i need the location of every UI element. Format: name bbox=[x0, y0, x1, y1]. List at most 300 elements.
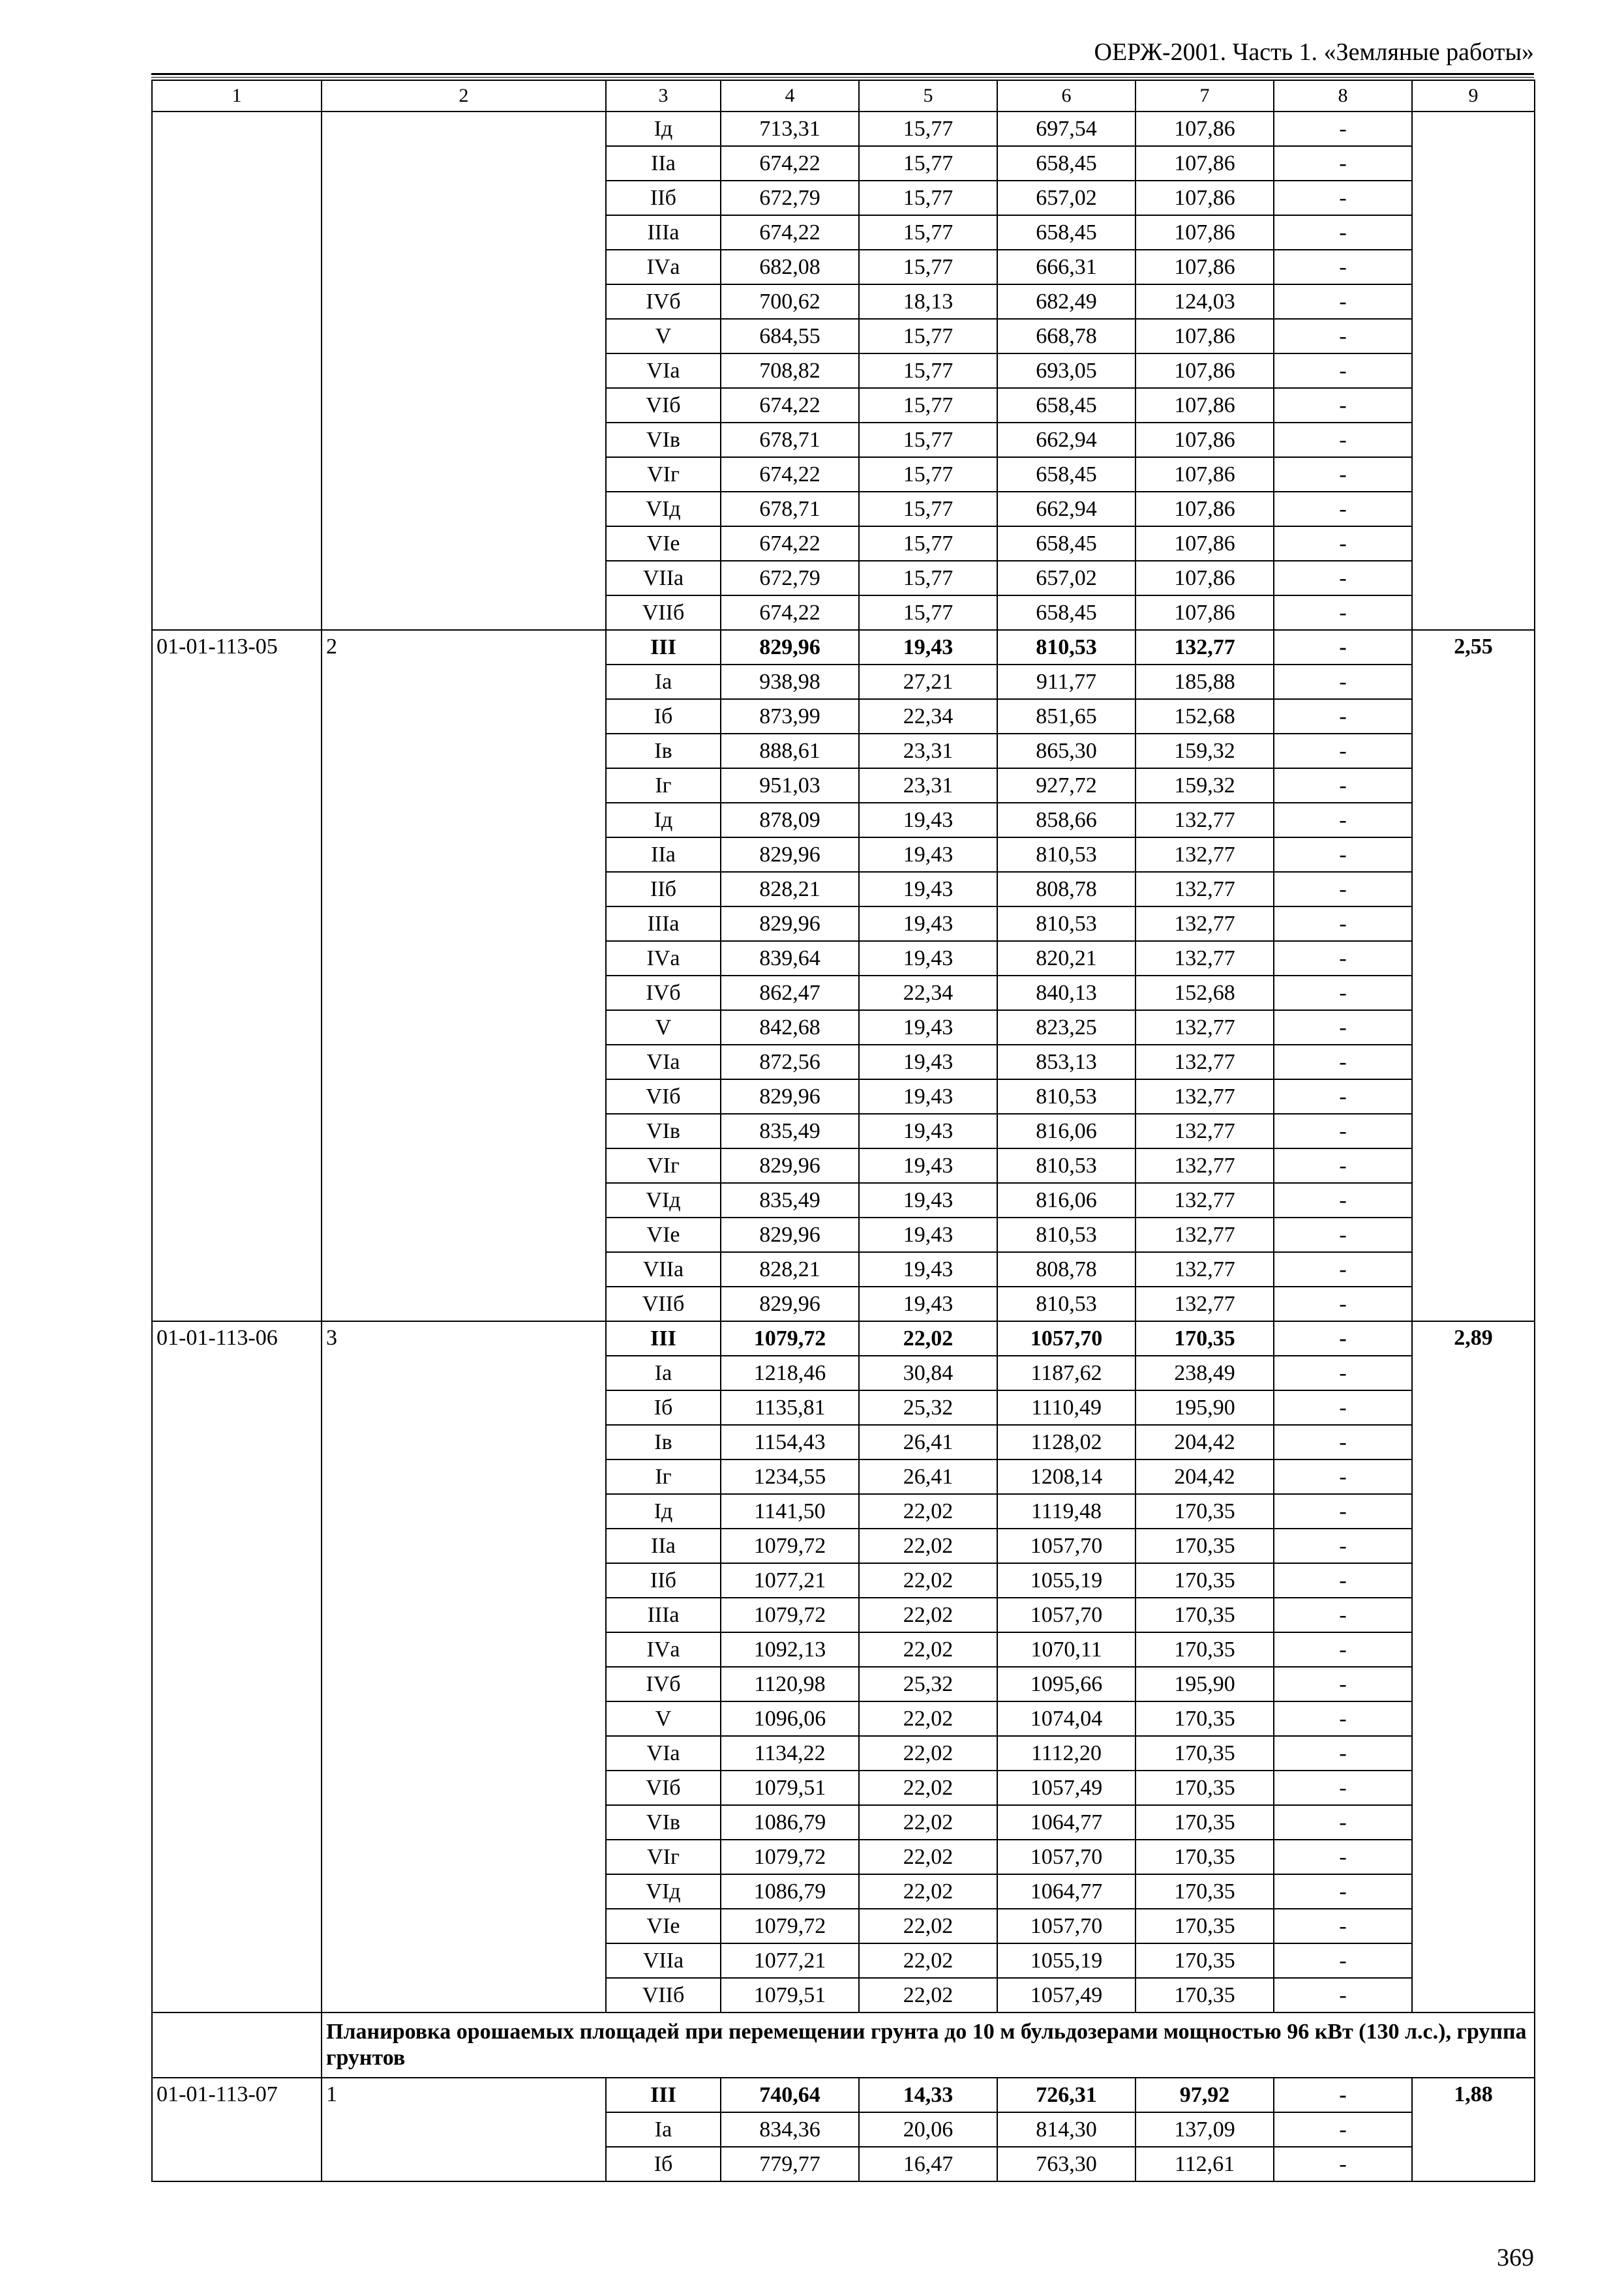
value-cell: 170,35 bbox=[1135, 1840, 1274, 1874]
value-cell: 658,45 bbox=[997, 457, 1135, 492]
soil-group-cell: Iа bbox=[606, 1356, 721, 1390]
column-number-row bbox=[152, 80, 1535, 112]
value-cell: 22,02 bbox=[859, 1874, 997, 1909]
soil-group-cell: VIб bbox=[606, 1079, 721, 1114]
section-blank-cell bbox=[152, 2012, 322, 2078]
value-cell: 662,94 bbox=[997, 423, 1135, 457]
value-cell: 816,06 bbox=[997, 1183, 1135, 1218]
value-cell: 674,22 bbox=[721, 215, 859, 250]
value-cell: 674,22 bbox=[721, 388, 859, 423]
value-cell: 170,35 bbox=[1135, 1736, 1274, 1771]
value-cell: 865,30 bbox=[997, 734, 1135, 768]
value-cell: 19,43 bbox=[859, 1183, 997, 1218]
page-number: 369 bbox=[1497, 2244, 1534, 2271]
value-cell: 810,53 bbox=[997, 1148, 1135, 1183]
value-cell: - bbox=[1274, 215, 1412, 250]
value-cell: - bbox=[1274, 1701, 1412, 1736]
coefficient-cell: 2,55 bbox=[1412, 630, 1535, 1321]
value-cell: 30,84 bbox=[859, 1356, 997, 1390]
running-header: ОЕРЖ-2001. Часть 1. «Земляные работы» bbox=[1094, 38, 1534, 66]
soil-group-cell: VIв bbox=[606, 1805, 721, 1840]
value-cell: 951,03 bbox=[721, 768, 859, 803]
column-number: 2 bbox=[322, 80, 606, 112]
value-cell: - bbox=[1274, 1805, 1412, 1840]
value-cell: - bbox=[1274, 1045, 1412, 1079]
value-cell: 238,49 bbox=[1135, 1356, 1274, 1390]
value-cell: 829,96 bbox=[721, 1218, 859, 1252]
value-cell: 810,53 bbox=[997, 1079, 1135, 1114]
value-cell: 107,86 bbox=[1135, 457, 1274, 492]
value-cell: 1077,21 bbox=[721, 1563, 859, 1598]
value-cell: 674,22 bbox=[721, 146, 859, 181]
value-cell: 15,77 bbox=[859, 146, 997, 181]
value-cell: 107,86 bbox=[1135, 561, 1274, 595]
value-cell: 107,86 bbox=[1135, 595, 1274, 630]
value-cell: 672,79 bbox=[721, 561, 859, 595]
value-cell: 170,35 bbox=[1135, 1563, 1274, 1598]
soil-group-cell: IIб bbox=[606, 872, 721, 906]
value-cell: 170,35 bbox=[1135, 1632, 1274, 1667]
value-cell: 107,86 bbox=[1135, 112, 1274, 146]
value-cell: 132,77 bbox=[1135, 1114, 1274, 1148]
soil-group-cell: VIд bbox=[606, 492, 721, 526]
value-cell: 132,77 bbox=[1135, 1010, 1274, 1045]
value-cell: 107,86 bbox=[1135, 181, 1274, 215]
value-cell: 823,25 bbox=[997, 1010, 1135, 1045]
soil-group-cell: IIа bbox=[606, 1529, 721, 1563]
value-cell: 1057,70 bbox=[997, 1529, 1135, 1563]
value-cell: 1064,77 bbox=[997, 1874, 1135, 1909]
value-cell: 19,43 bbox=[859, 1045, 997, 1079]
soil-group-cell: IIа bbox=[606, 146, 721, 181]
value-cell: - bbox=[1274, 2112, 1412, 2147]
value-cell: 814,30 bbox=[997, 2112, 1135, 2147]
value-cell: 829,96 bbox=[721, 906, 859, 941]
value-cell: 124,03 bbox=[1135, 284, 1274, 319]
value-cell: 829,96 bbox=[721, 1148, 859, 1183]
value-cell: 674,22 bbox=[721, 457, 859, 492]
value-cell: 15,77 bbox=[859, 388, 997, 423]
value-cell: 763,30 bbox=[997, 2147, 1135, 2181]
value-cell: 15,77 bbox=[859, 319, 997, 353]
value-cell: 1070,11 bbox=[997, 1632, 1135, 1667]
value-cell: 15,77 bbox=[859, 181, 997, 215]
value-cell: 15,77 bbox=[859, 457, 997, 492]
value-cell: 810,53 bbox=[997, 837, 1135, 872]
value-cell: - bbox=[1274, 1183, 1412, 1218]
soil-group-cell: Iг bbox=[606, 1459, 721, 1494]
value-cell: 1057,70 bbox=[997, 1909, 1135, 1943]
column-number: 5 bbox=[859, 80, 997, 112]
soil-group-cell: Iв bbox=[606, 734, 721, 768]
value-cell: 829,96 bbox=[721, 837, 859, 872]
section-title: Планировка орошаемых площадей при перемещении грунта до 10 м бульдозерами мощностью 96 кВт (130 л.с.), группа грунтов bbox=[322, 2012, 1535, 2078]
value-cell: - bbox=[1274, 457, 1412, 492]
value-cell: 657,02 bbox=[997, 561, 1135, 595]
value-cell: 19,43 bbox=[859, 1148, 997, 1183]
rate-code: 01-01-113-07 bbox=[152, 2078, 322, 2181]
column-number: 7 bbox=[1135, 80, 1274, 112]
soil-group-cell: VIе bbox=[606, 1909, 721, 1943]
soil-group-cell: III bbox=[606, 630, 721, 665]
value-cell: 1057,70 bbox=[997, 1840, 1135, 1874]
value-cell: - bbox=[1274, 1632, 1412, 1667]
value-cell: 15,77 bbox=[859, 423, 997, 457]
value-cell: - bbox=[1274, 492, 1412, 526]
value-cell: 1141,50 bbox=[721, 1494, 859, 1529]
value-cell: 137,09 bbox=[1135, 2112, 1274, 2147]
value-cell: - bbox=[1274, 250, 1412, 284]
soil-group-cell: IVб bbox=[606, 976, 721, 1010]
value-cell: 829,96 bbox=[721, 630, 859, 665]
value-cell: 170,35 bbox=[1135, 1598, 1274, 1632]
value-cell: - bbox=[1274, 906, 1412, 941]
value-cell: 19,43 bbox=[859, 906, 997, 941]
value-cell: 170,35 bbox=[1135, 1529, 1274, 1563]
coefficient-cell bbox=[1412, 112, 1535, 630]
value-cell: 26,41 bbox=[859, 1459, 997, 1494]
value-cell: 107,86 bbox=[1135, 388, 1274, 423]
value-cell: 25,32 bbox=[859, 1390, 997, 1425]
value-cell: 1218,46 bbox=[721, 1356, 859, 1390]
value-cell: 1057,70 bbox=[997, 1321, 1135, 1356]
value-cell: 112,61 bbox=[1135, 2147, 1274, 2181]
value-cell: 700,62 bbox=[721, 284, 859, 319]
value-cell: 657,02 bbox=[997, 181, 1135, 215]
value-cell: 195,90 bbox=[1135, 1667, 1274, 1701]
soil-group-cell: Iа bbox=[606, 2112, 721, 2147]
value-cell: - bbox=[1274, 734, 1412, 768]
value-cell: 107,86 bbox=[1135, 492, 1274, 526]
soil-group-cell: Iв bbox=[606, 1425, 721, 1459]
value-cell: 829,96 bbox=[721, 1287, 859, 1321]
rate-code: 01-01-113-06 bbox=[152, 1321, 322, 2012]
coefficient-cell: 2,89 bbox=[1412, 1321, 1535, 2012]
table-row bbox=[152, 630, 1535, 665]
value-cell: 834,36 bbox=[721, 2112, 859, 2147]
value-cell: 1079,72 bbox=[721, 1909, 859, 1943]
value-cell: 132,77 bbox=[1135, 803, 1274, 837]
value-cell: - bbox=[1274, 1010, 1412, 1045]
value-cell: 713,31 bbox=[721, 112, 859, 146]
value-cell: - bbox=[1274, 1252, 1412, 1287]
soil-group-cell: IIб bbox=[606, 181, 721, 215]
value-cell: 1154,43 bbox=[721, 1425, 859, 1459]
value-cell: - bbox=[1274, 284, 1412, 319]
value-cell: - bbox=[1274, 595, 1412, 630]
value-cell: 19,43 bbox=[859, 872, 997, 906]
soil-group-cell: IIIа bbox=[606, 906, 721, 941]
value-cell: 1055,19 bbox=[997, 1943, 1135, 1978]
value-cell: 808,78 bbox=[997, 872, 1135, 906]
value-cell: 1234,55 bbox=[721, 1459, 859, 1494]
value-cell: 15,77 bbox=[859, 595, 997, 630]
value-cell: 195,90 bbox=[1135, 1390, 1274, 1425]
value-cell: 23,31 bbox=[859, 768, 997, 803]
value-cell: 1074,04 bbox=[997, 1701, 1135, 1736]
column-number: 8 bbox=[1274, 80, 1412, 112]
value-cell: 132,77 bbox=[1135, 941, 1274, 976]
soil-group-cell: Iб bbox=[606, 2147, 721, 2181]
value-cell: - bbox=[1274, 1494, 1412, 1529]
value-cell: - bbox=[1274, 388, 1412, 423]
value-cell: 107,86 bbox=[1135, 215, 1274, 250]
soil-group-cell: VIа bbox=[606, 1045, 721, 1079]
value-cell: - bbox=[1274, 1114, 1412, 1148]
value-cell: - bbox=[1274, 1840, 1412, 1874]
soil-group-cell: VIб bbox=[606, 388, 721, 423]
value-cell: 19,43 bbox=[859, 1079, 997, 1114]
value-cell: - bbox=[1274, 1148, 1412, 1183]
value-cell: 708,82 bbox=[721, 353, 859, 388]
value-cell: 1134,22 bbox=[721, 1736, 859, 1771]
soil-group-cell: Iд bbox=[606, 803, 721, 837]
value-cell: 658,45 bbox=[997, 215, 1135, 250]
value-cell: 911,77 bbox=[997, 665, 1135, 699]
value-cell: 828,21 bbox=[721, 872, 859, 906]
soil-group-cell: Iг bbox=[606, 768, 721, 803]
value-cell: - bbox=[1274, 112, 1412, 146]
value-cell: 22,02 bbox=[859, 1598, 997, 1632]
value-cell: - bbox=[1274, 319, 1412, 353]
table-row bbox=[152, 2078, 1535, 2112]
value-cell: 658,45 bbox=[997, 595, 1135, 630]
value-cell: - bbox=[1274, 1943, 1412, 1978]
value-cell: 204,42 bbox=[1135, 1425, 1274, 1459]
value-cell: 1120,98 bbox=[721, 1667, 859, 1701]
value-cell: 888,61 bbox=[721, 734, 859, 768]
value-cell: 1079,51 bbox=[721, 1771, 859, 1805]
value-cell: 22,02 bbox=[859, 1909, 997, 1943]
value-cell: 862,47 bbox=[721, 976, 859, 1010]
value-cell: - bbox=[1274, 976, 1412, 1010]
value-cell: 132,77 bbox=[1135, 872, 1274, 906]
value-cell: 810,53 bbox=[997, 1218, 1135, 1252]
value-cell: 22,02 bbox=[859, 1632, 997, 1667]
soil-group-cell: VIIа bbox=[606, 1943, 721, 1978]
value-cell: 159,32 bbox=[1135, 734, 1274, 768]
value-cell: 858,66 bbox=[997, 803, 1135, 837]
value-cell: 658,45 bbox=[997, 388, 1135, 423]
value-cell: 1187,62 bbox=[997, 1356, 1135, 1390]
soil-group-cell: Iб bbox=[606, 1390, 721, 1425]
value-cell: 132,77 bbox=[1135, 906, 1274, 941]
value-cell: 132,77 bbox=[1135, 837, 1274, 872]
value-cell: 132,77 bbox=[1135, 1148, 1274, 1183]
value-cell: - bbox=[1274, 2078, 1412, 2112]
value-cell: 678,71 bbox=[721, 423, 859, 457]
value-cell: 1086,79 bbox=[721, 1805, 859, 1840]
value-cell: - bbox=[1274, 1771, 1412, 1805]
value-cell: 828,21 bbox=[721, 1252, 859, 1287]
soil-group-cell: III bbox=[606, 1321, 721, 1356]
value-cell: 132,77 bbox=[1135, 1287, 1274, 1321]
soil-group-cell: VIе bbox=[606, 1218, 721, 1252]
value-cell: - bbox=[1274, 1529, 1412, 1563]
value-cell: 1110,49 bbox=[997, 1390, 1135, 1425]
soil-group-cell: V bbox=[606, 1010, 721, 1045]
value-cell: 840,13 bbox=[997, 976, 1135, 1010]
header-rule bbox=[151, 73, 1534, 78]
value-cell: 1086,79 bbox=[721, 1874, 859, 1909]
value-cell: 19,43 bbox=[859, 630, 997, 665]
value-cell: - bbox=[1274, 837, 1412, 872]
soil-group-cell: VIд bbox=[606, 1183, 721, 1218]
value-cell: 22,02 bbox=[859, 1736, 997, 1771]
value-cell: 810,53 bbox=[997, 630, 1135, 665]
value-cell: 170,35 bbox=[1135, 1321, 1274, 1356]
soil-group-cell: VIIб bbox=[606, 1287, 721, 1321]
value-cell: 1092,13 bbox=[721, 1632, 859, 1667]
value-cell: - bbox=[1274, 630, 1412, 665]
value-cell: 697,54 bbox=[997, 112, 1135, 146]
value-cell: 662,94 bbox=[997, 492, 1135, 526]
value-cell: 842,68 bbox=[721, 1010, 859, 1045]
value-cell: 15,77 bbox=[859, 561, 997, 595]
value-cell: 682,49 bbox=[997, 284, 1135, 319]
soil-group-cell: VIг bbox=[606, 457, 721, 492]
value-cell: 170,35 bbox=[1135, 1874, 1274, 1909]
value-cell: 1064,77 bbox=[997, 1805, 1135, 1840]
value-cell: 658,45 bbox=[997, 526, 1135, 561]
value-cell: - bbox=[1274, 1218, 1412, 1252]
item-number: 3 bbox=[322, 1321, 606, 2012]
soil-group-cell: VIе bbox=[606, 526, 721, 561]
value-cell: 1095,66 bbox=[997, 1667, 1135, 1701]
value-cell: 658,45 bbox=[997, 146, 1135, 181]
value-cell: 693,05 bbox=[997, 353, 1135, 388]
value-cell: 1077,21 bbox=[721, 1943, 859, 1978]
value-cell: 835,49 bbox=[721, 1183, 859, 1218]
value-cell: 19,43 bbox=[859, 803, 997, 837]
value-cell: 878,09 bbox=[721, 803, 859, 837]
soil-group-cell: IVа bbox=[606, 1632, 721, 1667]
column-number: 3 bbox=[606, 80, 721, 112]
value-cell: 185,88 bbox=[1135, 665, 1274, 699]
value-cell: 170,35 bbox=[1135, 1805, 1274, 1840]
item-number bbox=[322, 112, 606, 630]
value-cell: 829,96 bbox=[721, 1079, 859, 1114]
value-cell: 674,22 bbox=[721, 526, 859, 561]
value-cell: - bbox=[1274, 561, 1412, 595]
value-cell: - bbox=[1274, 1425, 1412, 1459]
value-cell: - bbox=[1274, 146, 1412, 181]
value-cell: 22,02 bbox=[859, 1563, 997, 1598]
value-cell: 107,86 bbox=[1135, 250, 1274, 284]
value-cell: 97,92 bbox=[1135, 2078, 1274, 2112]
value-cell: 853,13 bbox=[997, 1045, 1135, 1079]
value-cell: - bbox=[1274, 1736, 1412, 1771]
value-cell: 22,02 bbox=[859, 1494, 997, 1529]
value-cell: 25,32 bbox=[859, 1667, 997, 1701]
value-cell: 1079,72 bbox=[721, 1598, 859, 1632]
value-cell: 26,41 bbox=[859, 1425, 997, 1459]
value-cell: 22,02 bbox=[859, 1978, 997, 2012]
value-cell: 666,31 bbox=[997, 250, 1135, 284]
value-cell: - bbox=[1274, 1563, 1412, 1598]
value-cell: 1057,49 bbox=[997, 1978, 1135, 2012]
value-cell: 152,68 bbox=[1135, 976, 1274, 1010]
value-cell: 107,86 bbox=[1135, 526, 1274, 561]
value-cell: 872,56 bbox=[721, 1045, 859, 1079]
value-cell: 1079,72 bbox=[721, 1840, 859, 1874]
value-cell: - bbox=[1274, 1390, 1412, 1425]
value-cell: 170,35 bbox=[1135, 1771, 1274, 1805]
value-cell: 132,77 bbox=[1135, 1183, 1274, 1218]
coefficient-cell: 1,88 bbox=[1412, 2078, 1535, 2181]
value-cell: 779,77 bbox=[721, 2147, 859, 2181]
value-cell: 170,35 bbox=[1135, 1978, 1274, 2012]
value-cell: 22,02 bbox=[859, 1701, 997, 1736]
column-number: 4 bbox=[721, 80, 859, 112]
value-cell: 132,77 bbox=[1135, 1079, 1274, 1114]
value-cell: 1096,06 bbox=[721, 1701, 859, 1736]
value-cell: 132,77 bbox=[1135, 630, 1274, 665]
value-cell: 22,02 bbox=[859, 1321, 997, 1356]
value-cell: 726,31 bbox=[997, 2078, 1135, 2112]
soil-group-cell: VIб bbox=[606, 1771, 721, 1805]
value-cell: 938,98 bbox=[721, 665, 859, 699]
soil-group-cell: IIа bbox=[606, 837, 721, 872]
value-cell: - bbox=[1274, 665, 1412, 699]
column-number: 9 bbox=[1412, 80, 1535, 112]
value-cell: 684,55 bbox=[721, 319, 859, 353]
value-cell: - bbox=[1274, 181, 1412, 215]
value-cell: 16,47 bbox=[859, 2147, 997, 2181]
soil-group-cell: IVа bbox=[606, 250, 721, 284]
value-cell: 107,86 bbox=[1135, 423, 1274, 457]
value-cell: 1079,72 bbox=[721, 1321, 859, 1356]
value-cell: 170,35 bbox=[1135, 1909, 1274, 1943]
value-cell: 19,43 bbox=[859, 1218, 997, 1252]
soil-group-cell: VIIб bbox=[606, 595, 721, 630]
value-cell: 15,77 bbox=[859, 492, 997, 526]
soil-group-cell: VIг bbox=[606, 1840, 721, 1874]
value-cell: 22,02 bbox=[859, 1529, 997, 1563]
value-cell: 22,34 bbox=[859, 976, 997, 1010]
value-cell: 672,79 bbox=[721, 181, 859, 215]
item-number: 1 bbox=[322, 2078, 606, 2181]
value-cell: - bbox=[1274, 941, 1412, 976]
value-cell: - bbox=[1274, 1598, 1412, 1632]
value-cell: 851,65 bbox=[997, 699, 1135, 734]
value-cell: - bbox=[1274, 353, 1412, 388]
value-cell: 22,02 bbox=[859, 1840, 997, 1874]
value-cell: - bbox=[1274, 1667, 1412, 1701]
value-cell: - bbox=[1274, 699, 1412, 734]
rate-code bbox=[152, 112, 322, 630]
value-cell: 1057,49 bbox=[997, 1771, 1135, 1805]
value-cell: - bbox=[1274, 1079, 1412, 1114]
value-cell: 668,78 bbox=[997, 319, 1135, 353]
value-cell: 19,43 bbox=[859, 1010, 997, 1045]
value-cell: 1057,70 bbox=[997, 1598, 1135, 1632]
value-cell: 1055,19 bbox=[997, 1563, 1135, 1598]
value-cell: 19,43 bbox=[859, 1114, 997, 1148]
column-number: 6 bbox=[997, 80, 1135, 112]
value-cell: - bbox=[1274, 2147, 1412, 2181]
soil-group-cell: V bbox=[606, 1701, 721, 1736]
soil-group-cell: VIв bbox=[606, 1114, 721, 1148]
value-cell: 159,32 bbox=[1135, 768, 1274, 803]
rates-table bbox=[151, 80, 1535, 2182]
value-cell: 873,99 bbox=[721, 699, 859, 734]
value-cell: 14,33 bbox=[859, 2078, 997, 2112]
value-cell: 808,78 bbox=[997, 1252, 1135, 1287]
value-cell: 15,77 bbox=[859, 112, 997, 146]
value-cell: 15,77 bbox=[859, 526, 997, 561]
value-cell: 23,31 bbox=[859, 734, 997, 768]
